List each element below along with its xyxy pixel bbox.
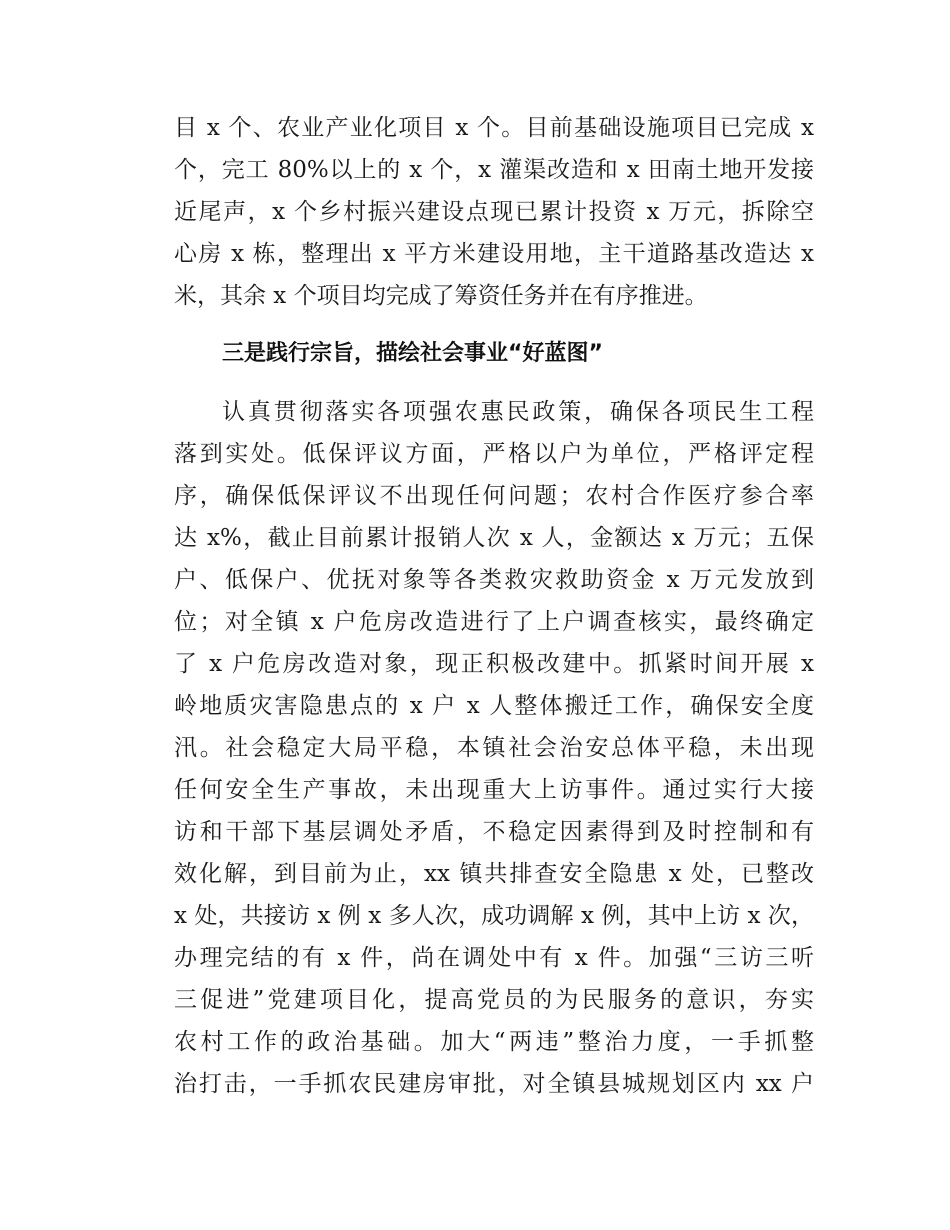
paragraph-1-line-1: 目 x 个、农业产业化项目 x 个。目前基础设施项目已完成 x bbox=[174, 115, 815, 141]
paragraph-1-line-4: 心房 x 栋，整理出 x 平方米建设用地，主干道路基改造达 x bbox=[174, 241, 814, 267]
paragraph-2-line-12: 效化解，到目前为止，xx 镇共排查安全隐患 x 处，已整改 bbox=[174, 861, 814, 887]
paragraph-2-line-3: 序，确保低保评议不出现任何问题；农村合作医疗参合率 bbox=[174, 483, 814, 509]
section-heading: 三是践行宗旨，描绘社会事业“好蓝图” bbox=[222, 341, 603, 366]
paragraph-1-line-5: 米，其余 x 个项目均完成了筹资任务并在有序推进。 bbox=[174, 283, 708, 309]
paragraph-1-line-3: 近尾声，x 个乡村振兴建设点现已累计投资 x 万元，拆除空 bbox=[174, 199, 814, 225]
paragraph-2-line-8: 岭地质灾害隐患点的 x 户 x 人整体搬迁工作，确保安全度 bbox=[174, 693, 814, 719]
paragraph-1-line-2: 个，完工 80%以上的 x 个，x 灌渠改造和 x 田南土地开发接 bbox=[174, 157, 814, 183]
paragraph-2-line-6: 位；对全镇 x 户危房改造进行了上户调查核实，最终确定 bbox=[174, 609, 814, 635]
paragraph-2-line-9: 汛。社会稳定大局平稳，本镇社会治安总体平稳，未出现 bbox=[174, 735, 814, 761]
paragraph-2-line-4: 达 x%，截止目前累计报销人次 x 人，金额达 x 万元；五保 bbox=[174, 525, 814, 551]
paragraph-2-line-10: 任何安全生产事故，未出现重大上访事件。通过实行大接 bbox=[174, 777, 814, 803]
paragraph-2-line-16: 农村工作的政治基础。加大“两违”整治力度，一手抓整 bbox=[174, 1029, 814, 1055]
paragraph-2-line-1: 认真贯彻落实各项强农惠民政策，确保各项民生工程 bbox=[222, 399, 814, 425]
paragraph-2-line-5: 户、低保户、优抚对象等各类救灾救助资金 x 万元发放到 bbox=[174, 567, 814, 593]
paragraph-2-line-15: 三促进”党建项目化，提高党员的为民服务的意识，夯实 bbox=[174, 987, 814, 1013]
paragraph-2-line-7: 了 x 户危房改造对象，现正积极改建中。抓紧时间开展 x bbox=[174, 651, 814, 677]
paragraph-2-line-2: 落到实处。低保评议方面，严格以户为单位，严格评定程 bbox=[174, 441, 814, 467]
paragraph-2-line-17: 治打击，一手抓农民建房审批，对全镇县城规划区内 xx 户 bbox=[174, 1071, 814, 1097]
paragraph-2-line-14: 办理完结的有 x 件，尚在调处中有 x 件。加强“三访三听 bbox=[174, 945, 814, 971]
paragraph-2-line-13: x 处，共接访 x 例 x 多人次，成功调解 x 例，其中上访 x 次， bbox=[174, 903, 814, 929]
paragraph-2-line-11: 访和干部下基层调处矛盾，不稳定因素得到及时控制和有 bbox=[174, 819, 814, 845]
